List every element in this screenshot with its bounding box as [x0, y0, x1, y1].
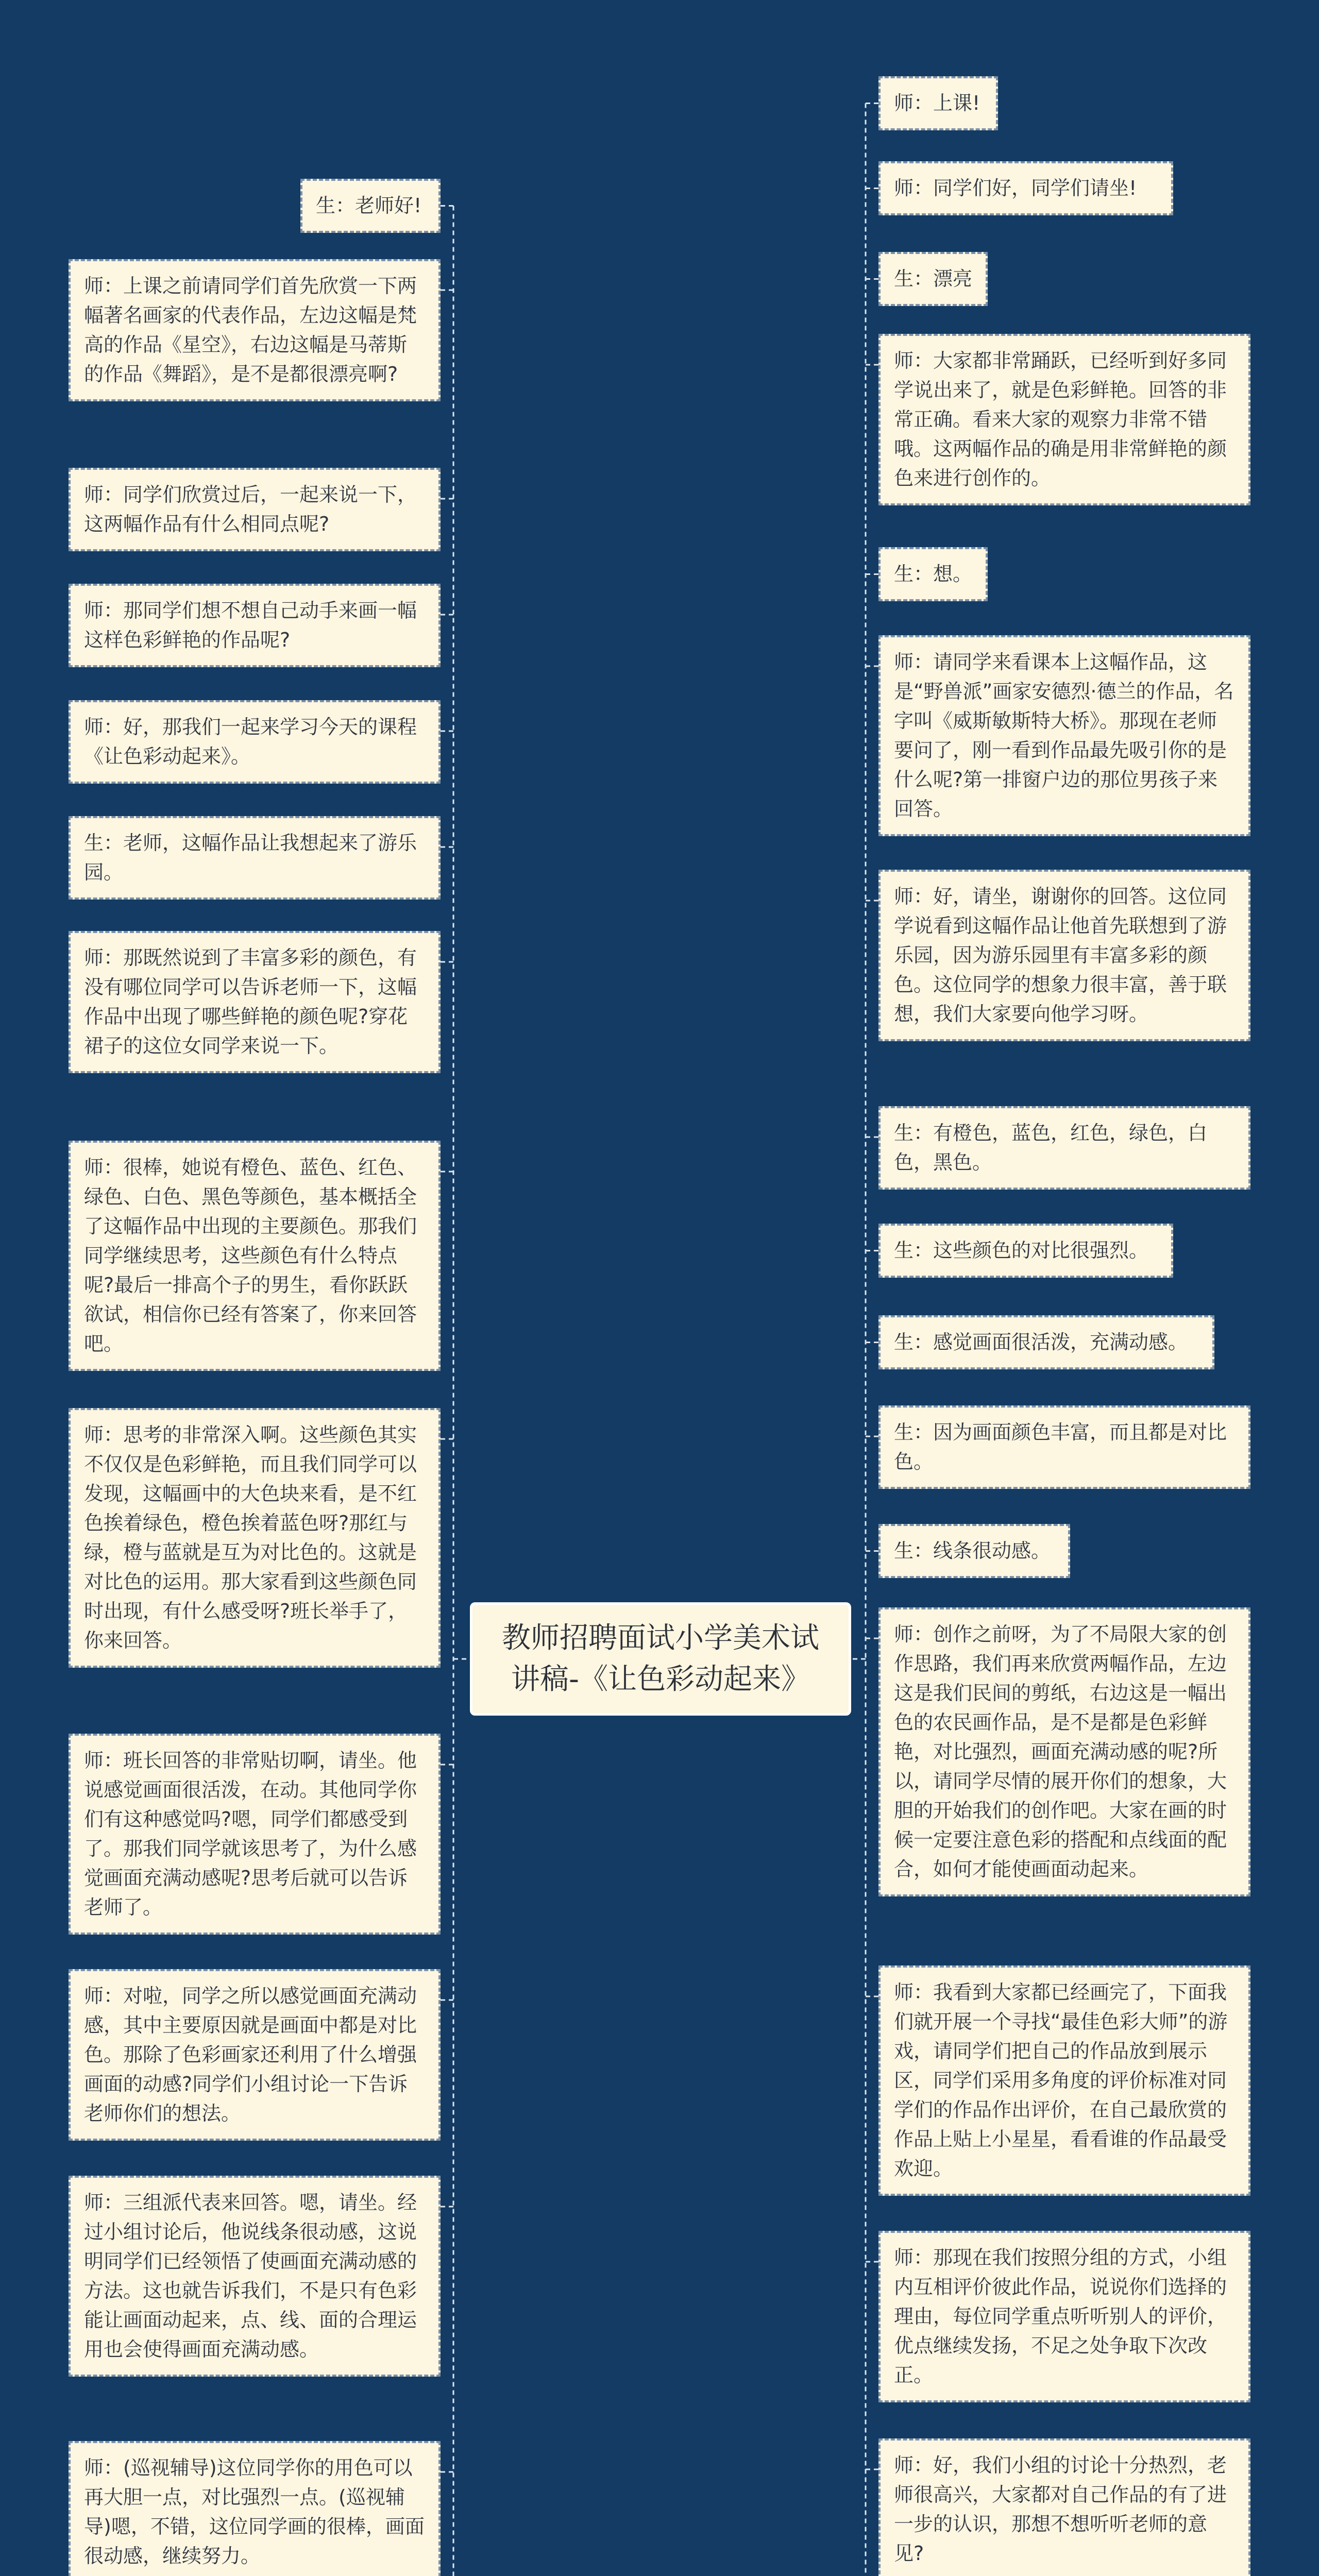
right-node-10[interactable]: 生：感觉画面很活泼，充满动感。	[878, 1315, 1214, 1369]
right-node-15[interactable]: 师：那现在我们按照分组的方式，小组内互相评价彼此作品，说说你们选择的理由，每位同学重点听听别人的评价，优点继续发扬，不足之处争取下次改正。	[878, 2231, 1250, 2402]
left-node-6[interactable]: 生：老师，这幅作品让我想起来了游乐园。	[69, 816, 441, 900]
left-node-3[interactable]: 师：同学们欣赏过后，一起来说一下，这两幅作品有什么相同点呢?	[69, 468, 441, 551]
right-node-11[interactable]: 生：因为画面颜色丰富，而且都是对比色。	[878, 1405, 1250, 1489]
left-node-10[interactable]: 师：班长回答的非常贴切啊，请坐。他说感觉画面很活泼，在动。其他同学你们有这种感觉吗?嗯，同学们都感受到了。那我们同学就该思考了，为什么感觉画面充满动感呢?思考后就可以告诉老师了。	[69, 1734, 441, 1935]
left-node-8[interactable]: 师：很棒，她说有橙色、蓝色、红色、绿色、白色、黑色等颜色，基本概括全了这幅作品中出现的主要颜色。那我们同学继续思考，这些颜色有什么特点呢?最后一排高个子的男生，看你跃跃欲试，相信你已经有答案了，你来回答吧。	[69, 1141, 441, 1371]
center-topic[interactable]: 教师招聘面试小学美术试讲稿-《让色彩动起来》	[470, 1602, 851, 1716]
right-node-5[interactable]: 生：想。	[878, 547, 988, 601]
left-node-12[interactable]: 师：三组派代表来回答。嗯，请坐。经过小组讨论后，他说线条很动感，这说明同学们已经领悟了使画面充满动感的方法。这也就告诉我们，不是只有色彩能让画面动起来，点、线、面的合理运用也会使得画面充满动感。	[69, 2176, 441, 2377]
left-node-4[interactable]: 师：那同学们想不想自己动手来画一幅这样色彩鲜艳的作品呢?	[69, 584, 441, 667]
left-node-13[interactable]: 师：(巡视辅导)这位同学你的用色可以再大胆一点，对比强烈一点。(巡视辅导)嗯，不错，这位同学画的很棒，画面很动感，继续努力。	[69, 2441, 441, 2576]
right-node-14[interactable]: 师：我看到大家都已经画完了，下面我们就开展一个寻找“最佳色彩大师”的游戏，请同学们把自己的作品放到展示区，同学们采用多角度的评价标准对同学们的作品作出评价，在自己最欣赏的作品上贴上小星星，看看谁的作品最受欢迎。	[878, 1965, 1250, 2196]
left-node-7[interactable]: 师：那既然说到了丰富多彩的颜色，有没有哪位同学可以告诉老师一下，这幅作品中出现了哪些鲜艳的颜色呢?穿花裙子的这位女同学来说一下。	[69, 931, 441, 1073]
right-node-13[interactable]: 师：创作之前呀，为了不局限大家的创作思路，我们再来欣赏两幅作品，左边这是我们民间的剪纸，右边这是一幅出色的农民画作品，是不是都是色彩鲜艳，对比强烈，画面充满动感的呢?所以，请同学尽情的展开你们的想象，大胆的开始我们的创作吧。大家在画的时候一定要注意色彩的搭配和点线面的配合，如何才能使画面动起来。	[878, 1607, 1250, 1896]
right-node-1[interactable]: 师：上课!	[878, 76, 998, 130]
right-node-16[interactable]: 师：好，我们小组的讨论十分热烈，老师很高兴，大家都对自己作品的有了进一步的认识，那想不想听听老师的意见?	[878, 2438, 1250, 2576]
left-node-2[interactable]: 师：上课之前请同学们首先欣赏一下两幅著名画家的代表作品，左边这幅是梵高的作品《星空》，右边这幅是马蒂斯的作品《舞蹈》，是不是都很漂亮啊?	[69, 259, 441, 401]
right-node-2[interactable]: 师：同学们好，同学们请坐!	[878, 161, 1173, 215]
left-node-11[interactable]: 师：对啦，同学之所以感觉画面充满动感，其中主要原因就是画面中都是对比色。那除了色彩画家还利用了什么增强画面的动感?同学们小组讨论一下告诉老师你们的想法。	[69, 1969, 441, 2141]
right-node-8[interactable]: 生：有橙色，蓝色，红色，绿色，白色，黑色。	[878, 1106, 1250, 1190]
right-node-7[interactable]: 师：好，请坐，谢谢你的回答。这位同学说看到这幅作品让他首先联想到了游乐园，因为游乐园里有丰富多彩的颜色。这位同学的想象力很丰富，善于联想，我们大家要向他学习呀。	[878, 870, 1250, 1041]
left-node-5[interactable]: 师：好，那我们一起来学习今天的课程《让色彩动起来》。	[69, 700, 441, 784]
right-node-3[interactable]: 生：漂亮	[878, 252, 988, 306]
left-node-1[interactable]: 生：老师好!	[300, 179, 441, 233]
right-node-6[interactable]: 师：请同学来看课本上这幅作品，这是“野兽派”画家安德烈·德兰的作品，名字叫《威斯敏斯特大桥》。那现在老师要问了，刚一看到作品最先吸引你的是什么呢?第一排窗户边的那位男孩子来回答。	[878, 635, 1250, 836]
right-node-4[interactable]: 师：大家都非常踊跃，已经听到好多同学说出来了，就是色彩鲜艳。回答的非常正确。看来大家的观察力非常不错哦。这两幅作品的确是用非常鲜艳的颜色来进行创作的。	[878, 334, 1250, 505]
right-node-12[interactable]: 生：线条很动感。	[878, 1524, 1070, 1578]
left-node-9[interactable]: 师：思考的非常深入啊。这些颜色其实不仅仅是色彩鲜艳，而且我们同学可以发现，这幅画中的大色块来看，是不红色挨着绿色，橙色挨着蓝色呀?那红与绿，橙与蓝就是互为对比色的。这就是对比色的运用。那大家看到这些颜色同时出现，有什么感受呀?班长举手了，你来回答。	[69, 1408, 441, 1668]
right-node-9[interactable]: 生：这些颜色的对比很强烈。	[878, 1224, 1173, 1278]
